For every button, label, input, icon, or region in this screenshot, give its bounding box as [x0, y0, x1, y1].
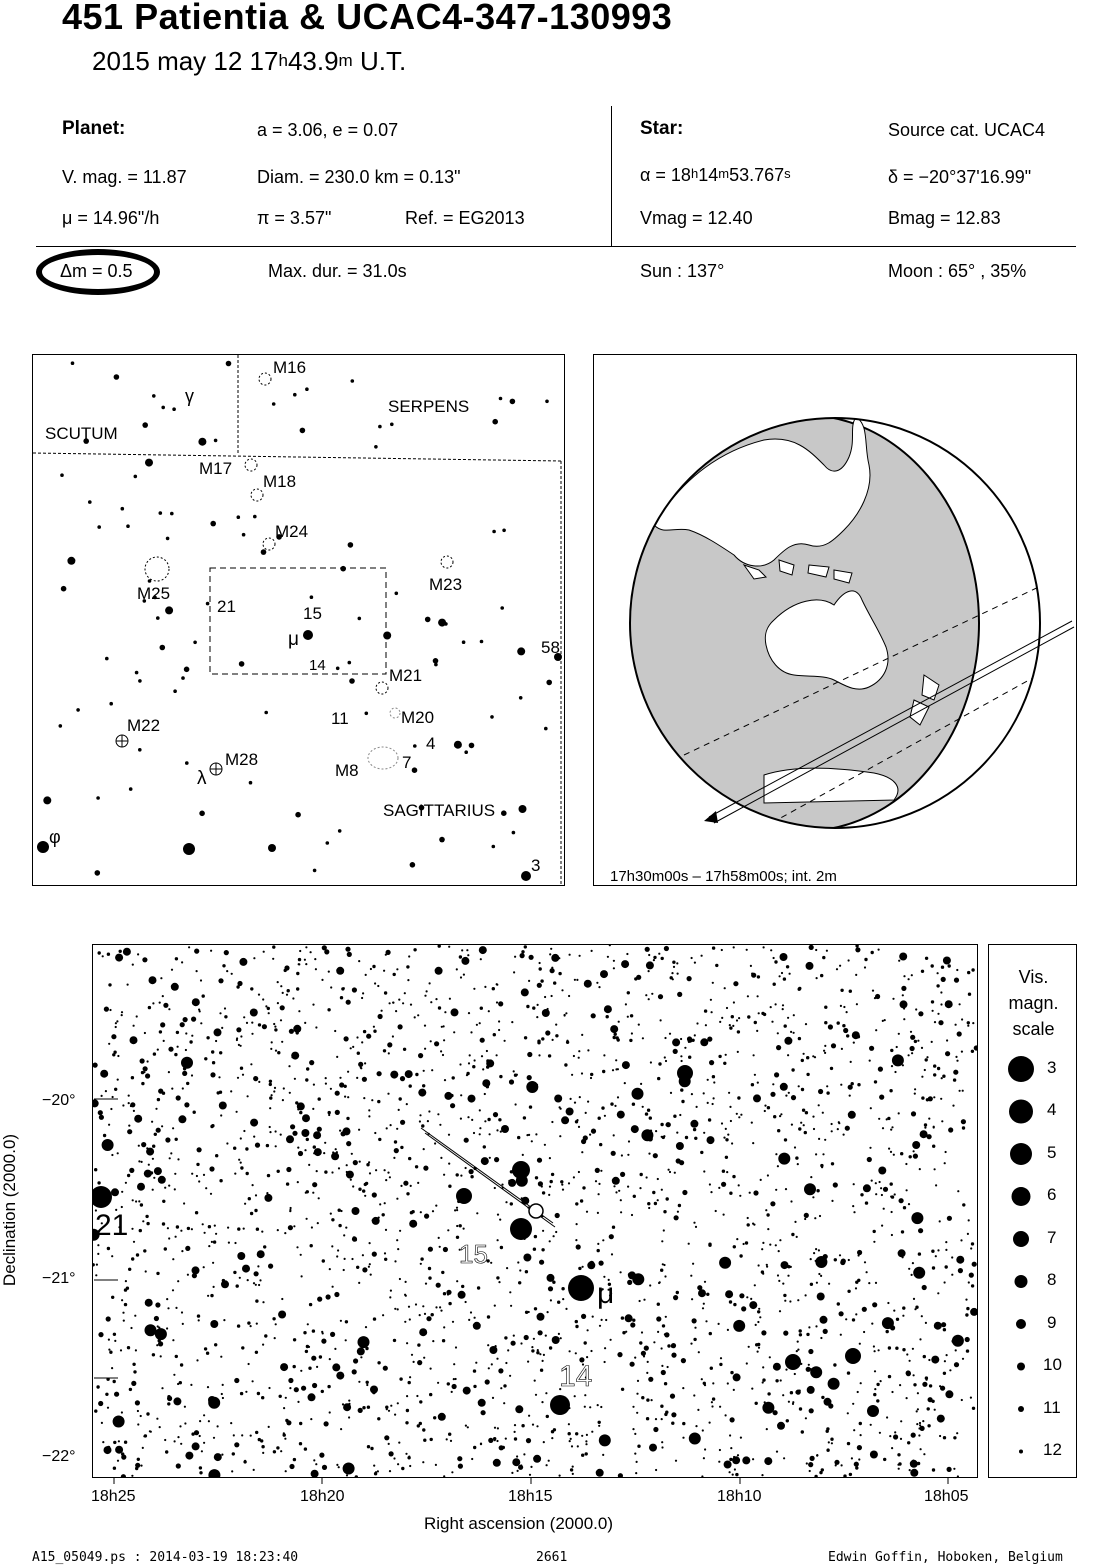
x-tick-label: 18h15 — [508, 1488, 553, 1505]
finder-label: 7 — [402, 753, 412, 772]
legend-mag-label: 8 — [1047, 1270, 1057, 1289]
finder-star — [199, 811, 205, 817]
globe-caption: 17h30m00s – 17h58m00s; int. 2m — [610, 868, 837, 885]
chart-star-label: 21 — [95, 1209, 129, 1242]
finder-label: M20 — [401, 708, 435, 727]
x-tick-label: 18h25 — [91, 1488, 136, 1505]
legend-dot — [1012, 1187, 1031, 1206]
finder-star — [546, 680, 552, 686]
chart-star-label: 15 — [459, 1239, 488, 1269]
x-tick-label: 18h10 — [717, 1488, 762, 1505]
planet-reference: Ref. = EG2013 — [405, 208, 525, 228]
footer-author: Edwin Goffin, Hoboken, Belgium — [828, 1550, 1063, 1565]
max-duration: Max. dur. = 31.0s — [268, 261, 407, 281]
finder-star — [97, 525, 101, 529]
finder-star — [165, 606, 173, 614]
planet-orbit: a = 3.06, e = 0.07 — [257, 120, 399, 140]
finder-star — [253, 515, 257, 519]
finder-star — [249, 781, 253, 785]
finder-star — [160, 645, 166, 651]
legend-mag-label: 12 — [1043, 1440, 1062, 1459]
finder-chart-svg — [33, 355, 564, 885]
finder-star — [383, 632, 391, 640]
finder-star — [264, 711, 268, 715]
finder-label: M25 — [137, 584, 171, 603]
finder-star — [351, 379, 355, 383]
finder-star — [161, 406, 165, 410]
boundary-line — [33, 453, 561, 461]
finder-star — [114, 374, 120, 380]
finder-star — [374, 445, 378, 449]
finder-label: SCUTUM — [45, 424, 118, 443]
finder-star — [156, 616, 160, 620]
finder-star — [349, 678, 355, 684]
star-chart-axes — [40, 944, 1000, 1504]
finder-bright-star — [303, 630, 313, 640]
finder-star — [61, 586, 67, 592]
finder-star — [121, 507, 125, 511]
finder-star — [519, 696, 523, 700]
finder-star — [60, 473, 64, 477]
finder-star — [492, 845, 496, 849]
messier-object — [245, 459, 257, 471]
star-right-ascension: $\alpha = 18^h14^m53.767^s$ — [640, 165, 791, 185]
finder-star — [544, 727, 548, 731]
finder-star — [126, 524, 130, 528]
legend-mag-label: 10 — [1043, 1355, 1062, 1374]
finder-star — [501, 810, 507, 816]
finder-star — [67, 557, 75, 565]
finder-star — [378, 425, 382, 429]
finder-star — [500, 606, 504, 610]
info-divider-horizontal — [36, 246, 1076, 247]
finder-label: SERPENS — [388, 397, 470, 416]
legend-mag-label: 4 — [1047, 1100, 1057, 1119]
finder-star — [239, 661, 245, 667]
messier-object — [259, 373, 271, 385]
finder-label: 14 — [309, 657, 326, 674]
globe-panel — [593, 354, 1077, 886]
finder-star — [305, 387, 309, 391]
legend-dot — [1013, 1231, 1029, 1247]
finder-star — [469, 743, 475, 749]
finder-star — [59, 724, 63, 728]
legend-title: magn. — [1008, 993, 1059, 1013]
finder-label: 15 — [303, 604, 322, 623]
finder-label: M23 — [429, 575, 463, 594]
finder-star — [206, 602, 210, 606]
finder-star — [185, 761, 189, 765]
finder-star — [519, 805, 527, 813]
finder-label: SAGITTARIUS — [383, 801, 496, 820]
planet-heading: Planet: — [62, 118, 126, 139]
finder-star — [338, 829, 342, 833]
finder-star — [181, 676, 185, 680]
finder-star — [172, 407, 176, 411]
sun-elongation: Sun : 137° — [640, 261, 725, 281]
finder-star — [492, 419, 498, 425]
legend-dot — [1009, 1100, 1033, 1124]
finder-label: M24 — [275, 522, 309, 541]
star-source-catalog: Source cat. UCAC4 — [888, 120, 1046, 140]
finder-label: M8 — [335, 761, 359, 780]
finder-star — [76, 708, 80, 712]
star-vmag: Vmag = 12.40 — [640, 208, 753, 228]
messier-object — [145, 557, 169, 581]
y-axis-label: Declination (2000.0) — [0, 1133, 19, 1287]
magnitude-legend — [988, 944, 1077, 1478]
finder-star — [365, 712, 369, 716]
legend-mag-label: 11 — [1043, 1398, 1061, 1417]
legend-dots — [989, 945, 1078, 1477]
finder-star — [193, 641, 197, 645]
star-bmag: Bmag = 12.83 — [888, 208, 1001, 228]
messier-object — [251, 489, 263, 501]
star-declination: δ = −20°37'16.99" — [888, 167, 1032, 187]
page-title: 451 Patientia & UCAC4-347-130993 — [62, 0, 673, 37]
finder-star — [492, 530, 496, 534]
finder-star — [395, 592, 399, 596]
finder-bright-star — [183, 843, 195, 855]
finder-star — [454, 741, 462, 749]
legend-dot — [1016, 1319, 1026, 1329]
globular-cluster-icon — [210, 763, 222, 775]
legend-dot — [1018, 1406, 1024, 1412]
finder-star — [502, 529, 506, 533]
finder-star — [425, 617, 431, 623]
x-axis-label: Right ascension (2000.0) — [424, 1514, 614, 1533]
legend-mag-label: 3 — [1047, 1058, 1057, 1077]
finder-star — [512, 831, 516, 835]
finder-label: M18 — [263, 472, 297, 491]
finder-label: M28 — [225, 750, 259, 769]
finder-star — [105, 657, 109, 661]
finder-star — [480, 640, 484, 644]
finder-star — [142, 422, 148, 428]
finder-label: λ — [197, 768, 207, 789]
finder-star — [340, 566, 346, 572]
finder-star — [390, 423, 394, 427]
finder-star — [210, 521, 216, 527]
finder-label: M22 — [127, 716, 161, 735]
finder-star — [462, 640, 466, 644]
legend-mag-label: 6 — [1047, 1185, 1057, 1204]
finder-bright-star — [37, 841, 49, 853]
legend-title: Vis. — [1018, 967, 1049, 987]
finder-star — [293, 393, 297, 397]
finder-star — [214, 439, 218, 443]
finder-label: M17 — [199, 459, 233, 478]
planet-vmag: V. mag. = 11.87 — [62, 167, 187, 187]
finder-star — [438, 619, 446, 627]
finder-label: M21 — [389, 666, 423, 685]
finder-star — [336, 667, 340, 671]
messier-object — [390, 708, 400, 718]
finder-star — [464, 750, 468, 754]
finder-star — [410, 862, 416, 868]
legend-dot — [1015, 1275, 1028, 1288]
finder-bright-star — [521, 871, 531, 881]
legend-dot — [1010, 1143, 1032, 1165]
finder-star — [358, 617, 362, 621]
finder-bright-star — [268, 844, 276, 852]
finder-star — [184, 667, 190, 673]
finder-label: φ — [49, 827, 61, 847]
finder-star — [348, 661, 352, 665]
delta-magnitude: Δm = 0.5 — [60, 261, 133, 281]
finder-star — [95, 870, 101, 876]
finder-star — [237, 515, 241, 519]
finder-star — [109, 702, 113, 706]
finder-star — [300, 428, 306, 434]
legend-mag-label: 9 — [1047, 1313, 1057, 1332]
y-tick-label: −20° — [42, 1092, 76, 1109]
finder-star — [138, 679, 142, 683]
finder-star — [226, 361, 232, 367]
finder-star — [348, 542, 354, 548]
legend-mag-label: 7 — [1047, 1228, 1057, 1247]
finder-star — [88, 500, 92, 504]
finder-label: M16 — [273, 358, 307, 377]
finder-star — [261, 549, 267, 555]
finder-star — [138, 748, 142, 752]
y-tick-label: −21° — [42, 1270, 76, 1287]
moon-info: Moon : 65° , 35% — [888, 261, 1027, 281]
messier-object — [368, 747, 398, 769]
finder-chart — [32, 354, 565, 886]
finder-star — [517, 647, 525, 655]
planet-diameter: Diam. = 230.0 km = 0.13" — [257, 167, 461, 187]
globe-svg — [594, 355, 1076, 885]
finder-label: μ — [288, 629, 299, 650]
finder-star — [433, 658, 439, 664]
finder-star — [166, 537, 170, 541]
legend-mag-label: 5 — [1047, 1143, 1057, 1162]
legend-title: scale — [1012, 1019, 1055, 1039]
finder-star — [152, 394, 156, 398]
finder-star — [272, 402, 276, 406]
finder-star — [173, 689, 177, 693]
tick-marks — [94, 1099, 948, 1484]
chart-star-label: μ — [597, 1277, 615, 1310]
finder-star — [326, 841, 330, 845]
finder-star — [96, 796, 100, 800]
finder-star — [490, 715, 494, 719]
zoom-region-box — [210, 568, 386, 674]
finder-star — [313, 869, 317, 873]
footer-number: 2661 — [536, 1550, 568, 1565]
finder-label: 58 — [541, 638, 560, 657]
globular-cluster-icon — [116, 735, 128, 747]
finder-star — [198, 438, 206, 446]
footer-file: A15_05049.ps : 2014-03-19 18:23:40 — [32, 1550, 299, 1565]
finder-star — [510, 399, 516, 405]
finder-star — [129, 787, 133, 791]
finder-star — [43, 796, 51, 804]
y-tick-label: −22° — [42, 1448, 76, 1465]
x-tick-label: 18h05 — [924, 1488, 969, 1505]
finder-star — [145, 459, 153, 467]
finder-star — [412, 767, 418, 773]
messier-object — [263, 538, 275, 550]
finder-label: 11 — [331, 709, 349, 728]
finder-star — [439, 837, 445, 843]
finder-star — [310, 595, 314, 599]
finder-label: 4 — [426, 734, 436, 753]
finder-star — [159, 511, 163, 515]
planet-motion: μ = 14.96"/h — [62, 208, 160, 228]
legend-dot — [1017, 1363, 1025, 1371]
finder-star — [295, 812, 301, 818]
finder-label: 3 — [531, 856, 541, 875]
planet-parallax: π = 3.57" — [257, 208, 332, 228]
finder-star — [413, 744, 417, 748]
event-datetime: 2015 may 12 17$^h$43.9$^m$ U.T. — [92, 46, 407, 76]
finder-label: 21 — [217, 597, 236, 616]
star-heading: Star: — [640, 118, 684, 139]
messier-object — [376, 682, 388, 694]
legend-dot — [1019, 1450, 1023, 1454]
legend-dot — [1008, 1056, 1034, 1082]
messier-object — [441, 556, 453, 568]
finder-star — [134, 475, 138, 479]
finder-star — [170, 512, 174, 516]
chart-star-label: 14 — [559, 1360, 593, 1393]
finder-star — [71, 361, 75, 365]
finder-label: γ — [185, 386, 194, 406]
finder-star — [135, 671, 139, 675]
finder-star — [545, 400, 549, 404]
info-divider-vertical — [611, 106, 612, 246]
x-tick-label: 18h20 — [300, 1488, 345, 1505]
finder-star — [242, 533, 246, 537]
finder-star — [499, 397, 503, 401]
